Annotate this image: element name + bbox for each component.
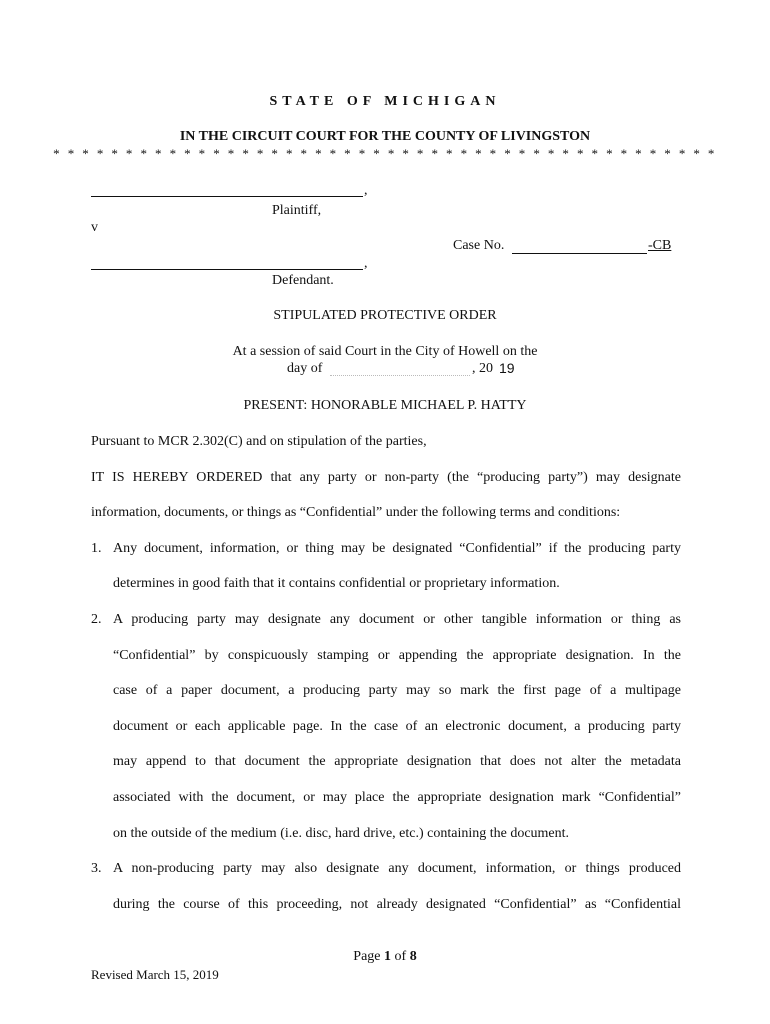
item-2-line-2: “Confidential” by conspicuously stamping or appending the appropriate designation. In the xyxy=(113,648,681,663)
item-1-line-1: Any document, information, or thing may be designated “Confidential” if the producing party xyxy=(113,541,681,556)
item-3-line-2: during the course of this proceeding, not already designated “Confidential” as “Confidential xyxy=(113,897,681,912)
ordered-line-1: IT IS HEREBY ORDERED that any party or non-party (the “producing party”) may designate xyxy=(91,470,681,485)
item-number-2: 2. xyxy=(91,612,102,627)
defendant-name-line xyxy=(91,269,363,270)
item-3-line-1: A non-producing party may also designate any document, information, or things produced xyxy=(113,861,681,876)
case-number-line xyxy=(512,253,647,254)
page-number xyxy=(0,949,770,965)
court-heading: IN THE CIRCUIT COURT FOR THE COUNTY OF LIVINGSTON xyxy=(179,129,591,144)
day-blank xyxy=(330,375,470,376)
present-line: PRESENT: HONORABLE MICHAEL P. HATTY xyxy=(243,398,527,413)
page-current: 1 xyxy=(384,949,392,964)
year-prefix: , 20 xyxy=(472,361,493,376)
revised-date: Revised March 15, 2019 xyxy=(91,967,219,982)
item-1-line-2: determines in good faith that it contains confidential or proprietary information. xyxy=(113,576,560,591)
case-number-suffix: -CB xyxy=(648,238,672,253)
item-2-line-7: on the outside of the medium (i.e. disc, hard drive, etc.) containing the document. xyxy=(113,826,570,841)
page-word: Page xyxy=(353,949,381,964)
pursuant-paragraph: Pursuant to MCR 2.302(C) and on stipulation of the parties, xyxy=(91,434,427,449)
plaintiff-label: Plaintiff, xyxy=(272,203,322,218)
item-number-3: 3. xyxy=(91,861,102,876)
item-2-line-6: associated with the document, or may place the appropriate designation mark “Confidential” xyxy=(113,790,681,805)
item-2-line-4: document or each applicable page. In the case of an electronic document, a producing party xyxy=(113,719,681,734)
versus-label: v xyxy=(91,220,98,235)
ordered-line-2: information, documents, or things as “Confidential” under the following terms and conditions: xyxy=(91,505,621,520)
order-title: STIPULATED PROTECTIVE ORDER xyxy=(273,308,497,323)
case-number-label: Case No. xyxy=(453,238,505,253)
plaintiff-name-line xyxy=(91,196,363,197)
defendant-label: Defendant. xyxy=(272,273,334,288)
item-number-1: 1. xyxy=(91,541,102,556)
year-fill: 19 xyxy=(499,360,515,376)
item-2-line-3: case of a paper document, a producing party may so mark the first page of a multipage xyxy=(113,683,681,698)
item-2-line-1: A producing party may designate any document or other tangible information or thing as xyxy=(113,612,681,627)
item-2-line-5: may append to that document the appropriate designation that does not alter the metadata xyxy=(113,754,681,769)
defendant-comma: , xyxy=(364,256,368,271)
session-line: At a session of said Court in the City of Howell on the xyxy=(232,344,538,359)
day-of-label: day of xyxy=(287,361,323,376)
star-divider: * * * * * * * * * * * * * * * * * * * * * * * * * * * * * * * * * * * * * * * * * * * * * * xyxy=(53,146,717,161)
page-total: 8 xyxy=(409,949,417,964)
page-of: of xyxy=(394,949,407,964)
plaintiff-comma: , xyxy=(364,183,368,198)
state-heading: STATE OF MICHIGAN xyxy=(269,94,501,109)
